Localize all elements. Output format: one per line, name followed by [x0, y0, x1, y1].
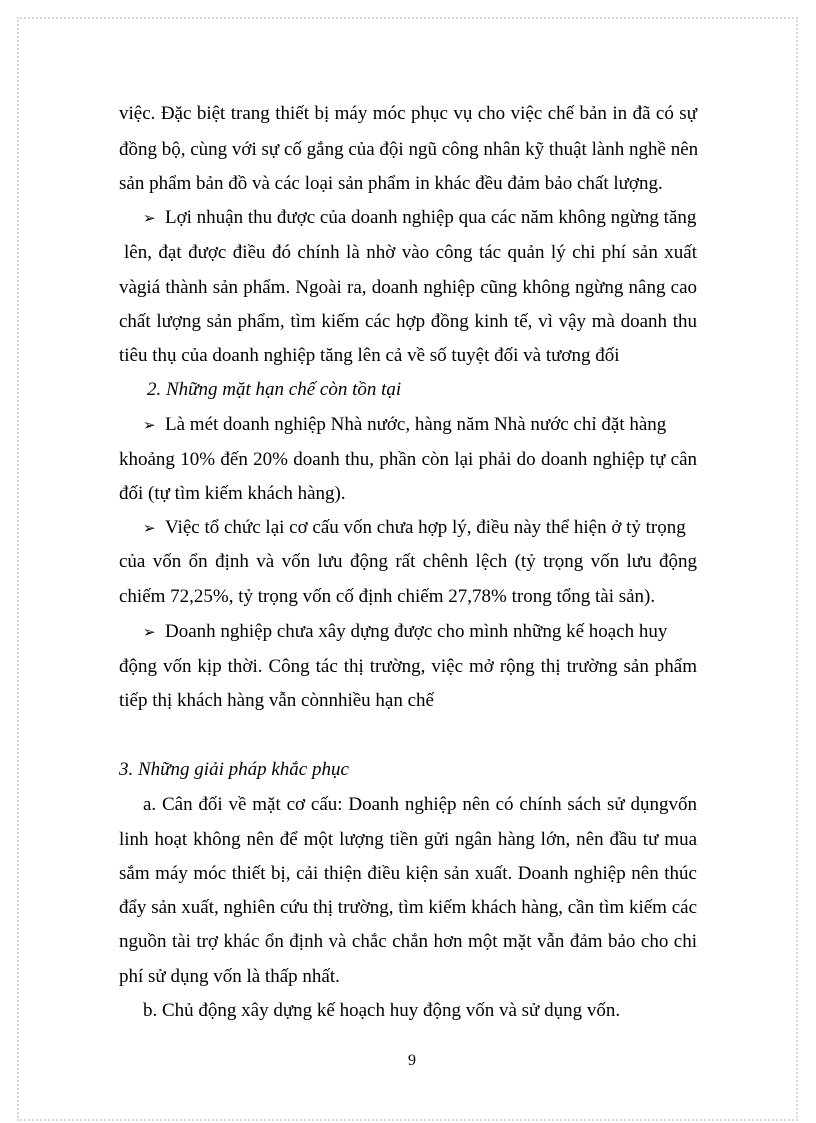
text-line: đối (tự tìm kiếm khách hàng). [119, 483, 346, 504]
page-number: 9 [408, 1052, 416, 1069]
text-line: nguồn tài trợ khác ổn định và chắc chắn hơn một mặt vẫn đảm bảo cho chi [119, 931, 697, 952]
text-line: Là mét doanh nghiệp Nhà nước, hàng năm Nhà nước chỉ đặt hàng [165, 414, 667, 435]
text-line: việc. Đặc biệt trang thiết bị máy móc phục vụ cho việc chế bản in đã có sự [119, 103, 697, 124]
arrow-bullet-icon: ➢ [143, 623, 156, 641]
bullet-line [143, 413, 666, 437]
text-line: sản phẩm bản đồ và các loại sản phẩm in khác đều đảm bảo chất lượng. [119, 173, 663, 194]
text-line: chất lượng sản phẩm, tìm kiếm các hợp đồng kinh tế, vì vậy mà doanh thu [119, 311, 697, 332]
text-line: đồng bộ, cùng với sự cố gắng của đội ngũ công nhân kỹ thuật lành nghề nên [119, 139, 699, 160]
arrow-bullet-icon: ➢ [143, 209, 156, 227]
text-line: chiếm 72,25%, tỷ trọng vốn cố định chiếm 27,78% trong tổng tài sản). [119, 586, 656, 607]
text-line: b. Chủ động xây dựng kế hoạch huy động vốn và sử dụng vốn. [143, 1000, 621, 1021]
text-line: sắm máy móc thiết bị, cải thiện điều kiện sản xuất. Doanh nghiệp nên thúc [119, 863, 697, 884]
arrow-bullet-icon: ➢ [143, 519, 156, 537]
text-line: của vốn ổn định và vốn lưu động rất chênh lệch (tỷ trọng vốn lưu động [119, 551, 697, 572]
page-bottom-border [17, 1119, 798, 1121]
text-line: Doanh nghiệp chưa xây dựng được cho mình những kế hoạch huy [165, 621, 668, 642]
text-line: Lợi nhuận thu được của doanh nghiệp qua các năm không ngừng tăng [165, 207, 697, 228]
text-line: vàgiá thành sản phẩm. Ngoài ra, doanh nghiệp cũng không ngừng nâng cao [119, 277, 697, 298]
bullet-line [143, 620, 667, 644]
text-line: Việc tổ chức lại cơ cấu vốn chưa hợp lý, điều này thể hiện ở tỷ trọng [165, 517, 686, 538]
text-line: tiếp thị khách hàng vẫn cònnhiều hạn chế [119, 690, 434, 711]
text-line: đẩy sản xuất, nghiên cứu thị trường, tìm kiếm khách hàng, cần tìm kiếm các [119, 897, 697, 918]
text-line: động vốn kịp thời. Công tác thị trường, việc mở rộng thị trường sản phẩm [119, 656, 697, 677]
text-line: khoảng 10% đến 20% doanh thu, phần còn lại phải do doanh nghiệp tự cân [119, 449, 697, 470]
bullet-line [143, 516, 686, 540]
section-heading-2: 2. Những mặt hạn chế còn tồn tại [147, 379, 402, 400]
section-heading-3: 3. Những giải pháp khắc phục [119, 759, 349, 780]
text-line: lên, đạt được điều đó chính là nhờ vào công tác quản lý chi phí sản xuất [124, 242, 697, 263]
text-line: a. Cân đối về mặt cơ cấu: Doanh nghiệp nên có chính sách sử dụngvốn [143, 794, 697, 815]
arrow-bullet-icon: ➢ [143, 416, 156, 434]
bullet-line [143, 206, 696, 230]
text-line: linh hoạt không nên để một lượng tiền gửi ngân hàng lớn, nên đầu tư mua [119, 829, 697, 850]
text-line: tiêu thụ của doanh nghiệp tăng lên cả về số tuyệt đối và tương đối [119, 345, 620, 366]
text-line: phí sử dụng vốn là thấp nhất. [119, 966, 340, 987]
